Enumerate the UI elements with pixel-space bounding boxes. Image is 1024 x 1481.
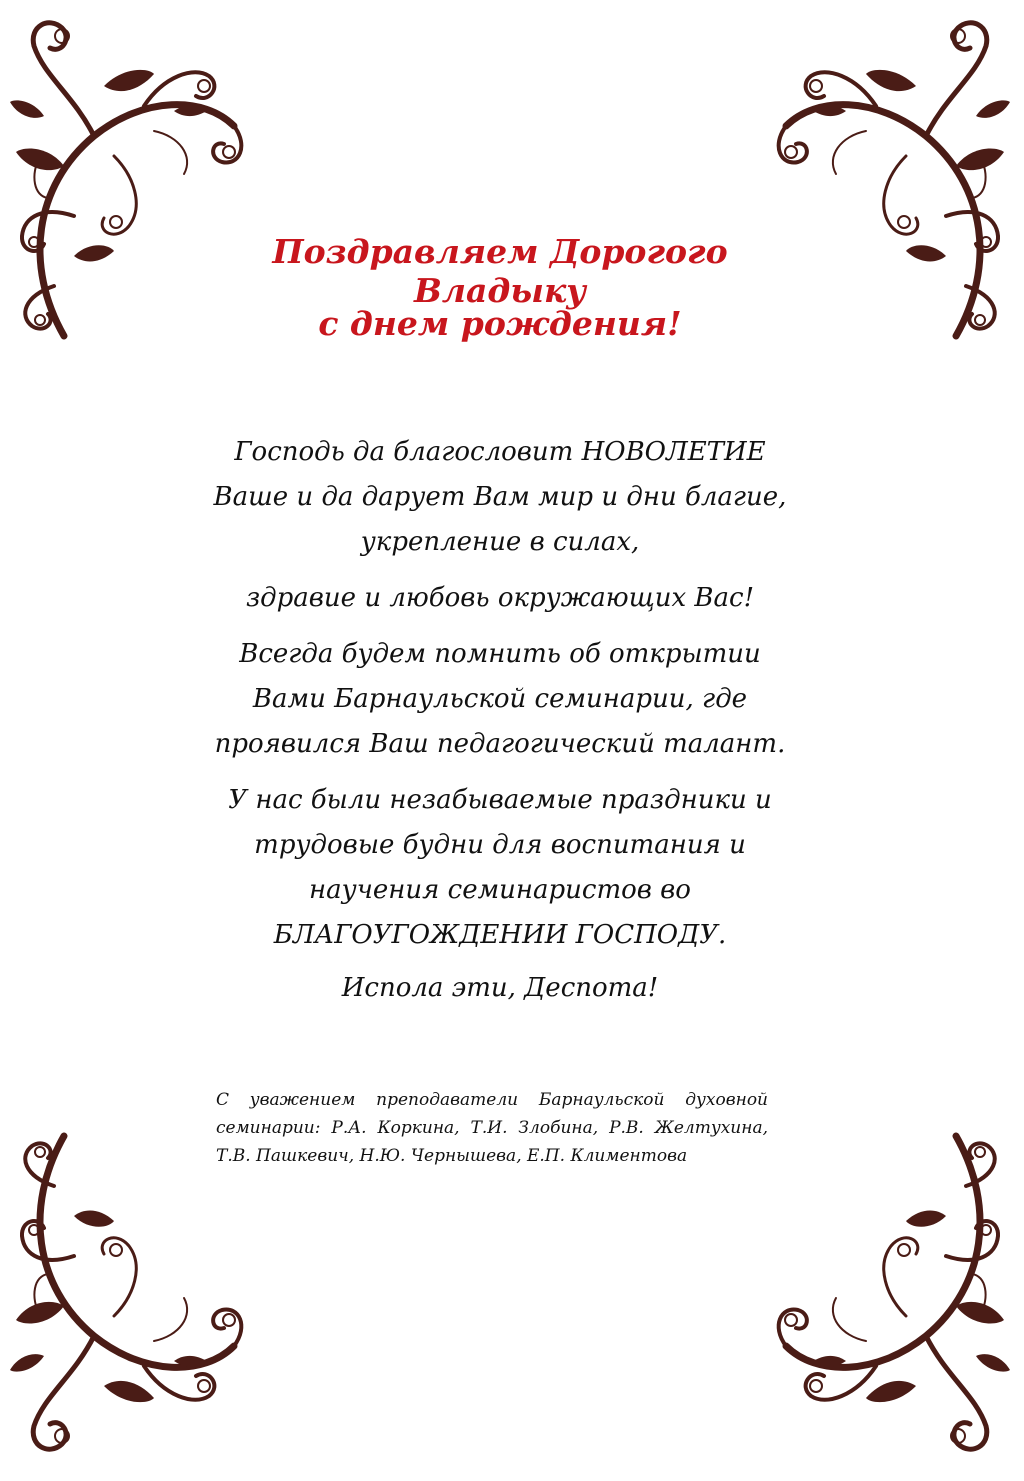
paragraph-seminary <box>150 632 850 767</box>
text-line: У нас были незабываемые праздники и <box>228 785 772 815</box>
text-line: научения семинаристов во <box>309 875 691 905</box>
paragraph-health <box>150 576 850 621</box>
text-line: Всегда будем помнить об открытии <box>239 639 761 669</box>
floral-ornament-top-right <box>766 6 1016 346</box>
text-line: Ваше и да дарует Вам мир и дни благие, <box>213 482 787 512</box>
floral-ornament-bottom-left <box>4 1126 254 1466</box>
paragraph-memories <box>150 778 850 958</box>
text-line: БЛАГОУГОЖДЕНИИ ГОСПОДУ. <box>273 920 727 950</box>
paragraph-blessing <box>150 430 850 565</box>
greeting-title-line-1: Поздравляем Дорогого Владыку <box>272 232 728 310</box>
text-line: трудовые будни для воспитания и <box>254 830 746 860</box>
floral-ornament-bottom-right <box>766 1126 1016 1466</box>
greeting-title-line-2: с днем рождения! <box>318 304 682 343</box>
text-line: укрепление в силах, <box>360 527 640 557</box>
text-line: Господь да благословит НОВОЛЕТИЕ <box>234 437 766 467</box>
paragraph-closing <box>150 966 850 1011</box>
text-line: здравие и любовь окружающих Вас! <box>245 583 755 613</box>
text-line: Испола эти, Деспота! <box>341 973 659 1003</box>
signature-block: С уважением преподаватели Барнаульской духовной семинарии: Р.А. Коркина, Т.И. Злобина, Р.В. Желтухина, Т.В. Пашкевич, Н.Ю. Чернышева, Е.П. Климентова <box>216 1090 768 1166</box>
text-line: Вами Барнаульской семинарии, где <box>252 684 748 714</box>
text-line: проявился Ваш педагогический талант. <box>214 729 786 759</box>
